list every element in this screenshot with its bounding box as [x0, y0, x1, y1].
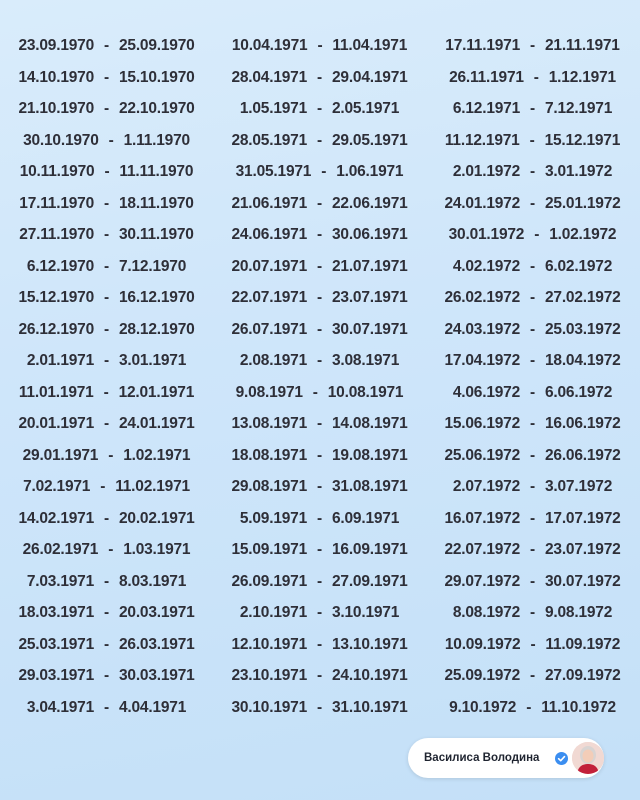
column-3	[426, 30, 639, 723]
range-end-date: 29.05.1971	[331, 131, 408, 149]
range-start-date: 29.07.1972	[444, 572, 521, 590]
date-range-row	[0, 566, 213, 598]
range-end-date: 29.04.1971	[331, 68, 408, 86]
date-range-row	[426, 188, 639, 220]
range-start-date: 6.12.1970	[26, 257, 95, 275]
range-start-date: 10.09.1972	[444, 635, 521, 653]
range-end-date: 3.08.1971	[331, 352, 400, 369]
date-range-row	[213, 597, 426, 629]
range-separator: -	[103, 383, 109, 401]
range-start-date: 24.01.1972	[444, 194, 521, 212]
range-end-date: 18.11.1970	[118, 194, 194, 212]
range-end-date: 27.09.1971	[331, 572, 408, 590]
range-separator: -	[534, 226, 540, 243]
date-range-row	[426, 62, 639, 94]
range-start-date: 17.11.1970	[19, 194, 95, 212]
range-start-date: 21.10.1970	[18, 100, 95, 117]
range-end-date: 1.02.1971	[123, 446, 191, 464]
range-start-date: 9.10.1972	[449, 698, 517, 716]
date-range-row	[426, 440, 639, 472]
range-end-date: 31.08.1971	[331, 478, 408, 495]
range-separator: -	[104, 415, 109, 432]
range-separator: -	[529, 131, 535, 149]
date-range-row	[213, 314, 426, 346]
range-start-date: 2.07.1972	[452, 478, 521, 495]
range-separator: -	[530, 37, 535, 54]
range-separator: -	[530, 100, 535, 117]
range-end-date: 11.09.1972	[545, 635, 621, 653]
date-range-row	[213, 345, 426, 377]
date-range-row	[0, 30, 213, 62]
range-end-date: 24.10.1971	[331, 667, 408, 684]
date-range-row	[426, 503, 639, 535]
date-range-row	[0, 251, 213, 283]
range-end-date: 9.08.1972	[544, 604, 613, 621]
range-separator: -	[104, 226, 109, 243]
date-range-row	[213, 251, 426, 283]
range-start-date: 4.02.1972	[452, 257, 521, 275]
range-end-date: 20.02.1971	[118, 509, 195, 527]
range-end-date: 30.07.1972	[544, 572, 621, 590]
range-separator: -	[104, 572, 109, 590]
range-separator: -	[530, 604, 535, 621]
range-end-date: 30.06.1971	[331, 226, 408, 243]
date-range-row	[0, 408, 213, 440]
range-separator: -	[321, 163, 327, 180]
range-start-date: 17.04.1972	[444, 352, 521, 369]
range-separator: -	[104, 257, 109, 275]
range-start-date: 26.02.1972	[444, 289, 521, 306]
date-range-row	[426, 282, 639, 314]
range-start-date: 14.02.1971	[18, 509, 95, 527]
range-end-date: 23.07.1971	[331, 289, 408, 306]
date-range-row	[213, 440, 426, 472]
date-range-row	[213, 30, 426, 62]
date-range-row	[0, 629, 213, 661]
range-separator: -	[317, 572, 322, 590]
range-end-date: 7.12.1970	[118, 257, 187, 275]
range-end-date: 11.04.1971	[332, 37, 408, 54]
range-end-date: 19.08.1971	[331, 446, 408, 464]
range-separator: -	[317, 478, 322, 495]
date-range-row	[213, 503, 426, 535]
range-end-date: 3.07.1972	[544, 478, 613, 495]
range-separator: -	[104, 667, 109, 684]
range-separator: -	[530, 572, 535, 590]
range-separator: -	[104, 604, 109, 621]
date-range-row	[0, 93, 213, 125]
range-start-date: 2.08.1971	[239, 352, 308, 369]
range-start-date: 2.01.1972	[452, 163, 521, 180]
range-end-date: 11.02.1971	[115, 478, 190, 495]
range-separator: -	[104, 509, 109, 527]
range-start-date: 12.10.1971	[231, 635, 308, 653]
range-end-date: 27.09.1972	[544, 667, 621, 684]
range-separator: -	[108, 131, 114, 149]
range-end-date: 12.01.1971	[118, 383, 195, 401]
range-separator: -	[317, 100, 322, 117]
range-start-date: 18.03.1971	[18, 604, 95, 621]
range-separator: -	[317, 667, 322, 684]
range-start-date: 26.07.1971	[231, 320, 308, 338]
range-separator: -	[317, 446, 322, 464]
range-start-date: 9.08.1971	[235, 383, 303, 401]
range-start-date: 13.08.1971	[231, 415, 308, 432]
range-separator: -	[530, 541, 535, 558]
range-separator: -	[317, 131, 322, 149]
range-separator: -	[317, 320, 322, 338]
date-range-row	[0, 440, 213, 472]
range-start-date: 20.01.1971	[18, 415, 95, 432]
range-start-date: 7.02.1971	[23, 478, 91, 495]
date-range-row	[426, 471, 639, 503]
date-range-row	[213, 156, 426, 188]
date-range-row	[0, 125, 213, 157]
range-separator: -	[530, 194, 535, 212]
range-start-date: 27.11.1970	[19, 226, 95, 243]
range-start-date: 29.03.1971	[18, 667, 95, 684]
range-separator: -	[530, 667, 535, 684]
range-end-date: 20.03.1971	[118, 604, 195, 621]
range-end-date: 26.06.1972	[544, 446, 621, 464]
range-separator: -	[526, 698, 532, 716]
range-separator: -	[317, 226, 322, 243]
range-start-date: 3.04.1971	[26, 698, 95, 716]
date-range-row	[0, 597, 213, 629]
range-start-date: 25.06.1972	[444, 446, 521, 464]
range-start-date: 23.10.1971	[231, 667, 308, 684]
range-start-date: 26.09.1971	[231, 572, 308, 590]
range-start-date: 28.05.1971	[231, 131, 308, 149]
date-range-row	[0, 188, 213, 220]
date-range-row	[426, 251, 639, 283]
date-range-row	[0, 692, 213, 724]
range-start-date: 7.03.1971	[26, 572, 95, 590]
range-separator: -	[530, 446, 535, 464]
date-range-row	[0, 471, 213, 503]
range-start-date: 11.12.1971	[444, 131, 520, 149]
date-range-row	[426, 345, 639, 377]
range-separator: -	[104, 320, 109, 338]
range-end-date: 15.10.1970	[118, 68, 195, 86]
author-name: Василиса Володина	[424, 752, 540, 764]
range-separator: -	[317, 415, 322, 432]
avatar	[572, 742, 604, 774]
range-end-date: 1.06.1971	[336, 163, 404, 180]
range-start-date: 18.08.1971	[231, 446, 308, 464]
range-start-date: 22.07.1971	[231, 289, 308, 306]
date-range-row	[426, 314, 639, 346]
range-start-date: 6.12.1971	[452, 100, 521, 117]
range-end-date: 24.01.1971	[118, 415, 195, 432]
date-range-row	[426, 156, 639, 188]
range-separator: -	[530, 415, 535, 432]
range-separator: -	[317, 635, 322, 653]
range-end-date: 16.06.1972	[544, 415, 621, 432]
range-end-date: 14.08.1971	[331, 415, 408, 432]
range-start-date: 25.03.1971	[18, 635, 95, 653]
range-end-date: 11.11.1970	[119, 163, 194, 180]
range-separator: -	[104, 194, 109, 212]
date-range-row	[213, 188, 426, 220]
range-separator: -	[530, 509, 535, 527]
range-end-date: 6.09.1971	[331, 509, 400, 527]
range-separator: -	[100, 478, 106, 495]
date-range-row	[213, 629, 426, 661]
range-separator: -	[317, 257, 322, 275]
verified-check-icon	[555, 752, 568, 765]
range-end-date: 30.11.1970	[118, 226, 194, 243]
range-end-date: 10.08.1971	[327, 383, 404, 401]
date-range-row	[0, 345, 213, 377]
range-end-date: 15.12.1971	[544, 131, 621, 149]
range-end-date: 23.07.1972	[544, 541, 621, 558]
range-separator: -	[104, 698, 109, 716]
range-separator: -	[530, 163, 535, 180]
range-separator: -	[104, 163, 110, 180]
date-range-row	[426, 125, 639, 157]
range-start-date: 5.09.1971	[239, 509, 308, 527]
date-range-row	[213, 566, 426, 598]
range-start-date: 14.10.1970	[18, 68, 95, 86]
range-end-date: 21.07.1971	[331, 257, 408, 275]
date-range-row	[213, 692, 426, 724]
range-start-date: 31.05.1971	[235, 163, 312, 180]
range-start-date: 22.07.1972	[444, 541, 521, 558]
range-separator: -	[312, 383, 318, 401]
range-end-date: 13.10.1971	[331, 635, 408, 653]
range-separator: -	[104, 68, 109, 86]
range-start-date: 24.06.1971	[231, 226, 308, 243]
range-end-date: 3.10.1971	[331, 604, 400, 621]
date-range-row	[0, 660, 213, 692]
date-range-row	[426, 377, 639, 409]
range-end-date: 22.06.1971	[331, 194, 408, 212]
range-end-date: 2.05.1971	[331, 100, 400, 117]
range-start-date: 10.11.1970	[19, 163, 95, 180]
date-range-row	[213, 377, 426, 409]
range-end-date: 6.02.1972	[544, 257, 613, 275]
range-end-date: 8.03.1971	[118, 572, 187, 590]
range-start-date: 10.04.1971	[231, 37, 308, 54]
range-end-date: 25.03.1972	[544, 320, 621, 338]
range-end-date: 25.01.1972	[544, 194, 621, 212]
date-range-row	[213, 93, 426, 125]
range-separator: -	[104, 100, 109, 117]
column-1	[0, 30, 213, 723]
range-start-date: 15.09.1971	[231, 541, 308, 558]
range-end-date: 18.04.1972	[544, 352, 621, 369]
range-start-date: 28.04.1971	[231, 68, 308, 86]
date-range-row	[426, 692, 639, 724]
date-range-row	[213, 408, 426, 440]
range-separator: -	[104, 352, 109, 369]
range-start-date: 11.01.1971	[18, 383, 94, 401]
date-range-row	[426, 597, 639, 629]
date-range-row	[213, 471, 426, 503]
range-separator: -	[104, 289, 109, 306]
date-range-row	[213, 660, 426, 692]
range-start-date: 25.09.1972	[444, 667, 521, 684]
range-separator: -	[317, 352, 322, 369]
date-range-row	[426, 660, 639, 692]
range-separator: -	[530, 257, 535, 275]
range-end-date: 1.12.1971	[548, 68, 616, 86]
range-separator: -	[104, 37, 109, 54]
range-separator: -	[317, 37, 323, 54]
date-range-row	[0, 377, 213, 409]
range-separator: -	[530, 383, 535, 401]
date-range-row	[213, 534, 426, 566]
range-end-date: 26.03.1971	[118, 635, 195, 653]
date-range-row	[0, 503, 213, 535]
date-range-row	[426, 30, 639, 62]
date-range-row	[213, 219, 426, 251]
range-separator: -	[530, 352, 535, 369]
range-start-date: 20.07.1971	[231, 257, 308, 275]
range-end-date: 16.09.1971	[331, 541, 408, 558]
range-end-date: 11.10.1972	[541, 698, 616, 716]
range-separator: -	[104, 635, 109, 653]
range-start-date: 30.10.1971	[231, 698, 308, 716]
range-end-date: 4.04.1971	[118, 698, 187, 716]
range-end-date: 17.07.1972	[544, 509, 621, 527]
range-start-date: 26.02.1971	[22, 541, 99, 558]
range-end-date: 7.12.1971	[544, 100, 613, 117]
range-start-date: 1.05.1971	[239, 100, 308, 117]
range-separator: -	[108, 446, 114, 464]
date-range-row	[426, 93, 639, 125]
date-range-row	[0, 156, 213, 188]
range-separator: -	[317, 68, 322, 86]
range-start-date: 29.08.1971	[231, 478, 308, 495]
range-separator: -	[533, 68, 539, 86]
range-start-date: 15.12.1970	[18, 289, 95, 306]
range-start-date: 26.12.1970	[18, 320, 95, 338]
date-range-row	[426, 408, 639, 440]
range-separator: -	[530, 289, 535, 306]
range-separator: -	[530, 635, 536, 653]
date-range-columns	[0, 30, 640, 720]
date-range-row	[0, 282, 213, 314]
date-range-row	[426, 219, 639, 251]
range-separator: -	[317, 604, 322, 621]
date-range-row	[426, 629, 639, 661]
range-separator: -	[317, 289, 322, 306]
range-start-date: 2.01.1971	[26, 352, 95, 369]
range-separator: -	[317, 194, 322, 212]
date-range-row	[0, 534, 213, 566]
range-end-date: 21.11.1971	[544, 37, 620, 54]
date-range-row	[0, 219, 213, 251]
range-end-date: 6.06.1972	[544, 383, 613, 401]
range-end-date: 16.12.1970	[118, 289, 195, 306]
range-end-date: 30.03.1971	[118, 667, 195, 684]
column-2	[213, 30, 426, 723]
range-end-date: 22.10.1970	[118, 100, 195, 117]
range-end-date: 25.09.1970	[118, 37, 195, 54]
date-range-row	[0, 62, 213, 94]
range-end-date: 3.01.1971	[118, 352, 187, 369]
range-end-date: 1.02.1972	[549, 226, 617, 243]
range-start-date: 24.03.1972	[444, 320, 521, 338]
range-start-date: 8.08.1972	[452, 604, 521, 621]
range-start-date: 30.01.1972	[448, 226, 525, 243]
range-separator: -	[317, 509, 322, 527]
range-start-date: 17.11.1971	[445, 37, 521, 54]
range-start-date: 21.06.1971	[231, 194, 308, 212]
range-start-date: 29.01.1971	[22, 446, 99, 464]
author-badge[interactable]	[408, 738, 604, 778]
range-start-date: 26.11.1971	[449, 68, 524, 86]
range-end-date: 31.10.1971	[331, 698, 408, 716]
range-end-date: 30.07.1971	[331, 320, 408, 338]
date-range-row	[213, 282, 426, 314]
date-range-row	[426, 534, 639, 566]
range-separator: -	[530, 320, 535, 338]
range-separator: -	[108, 541, 114, 558]
range-start-date: 16.07.1972	[444, 509, 521, 527]
range-separator: -	[530, 478, 535, 495]
range-start-date: 2.10.1971	[239, 604, 308, 621]
range-start-date: 15.06.1972	[444, 415, 521, 432]
range-start-date: 4.06.1972	[452, 383, 521, 401]
range-end-date: 27.02.1972	[544, 289, 621, 306]
range-start-date: 30.10.1970	[23, 131, 99, 149]
date-range-row	[213, 62, 426, 94]
range-separator: -	[317, 698, 322, 716]
range-end-date: 1.11.1970	[123, 131, 190, 149]
range-start-date: 23.09.1970	[18, 37, 95, 54]
range-end-date: 1.03.1971	[123, 541, 191, 558]
date-range-row	[0, 314, 213, 346]
range-separator: -	[317, 541, 322, 558]
date-range-row	[426, 566, 639, 598]
date-range-row	[213, 125, 426, 157]
range-end-date: 28.12.1970	[118, 320, 195, 338]
range-end-date: 3.01.1972	[544, 163, 613, 180]
